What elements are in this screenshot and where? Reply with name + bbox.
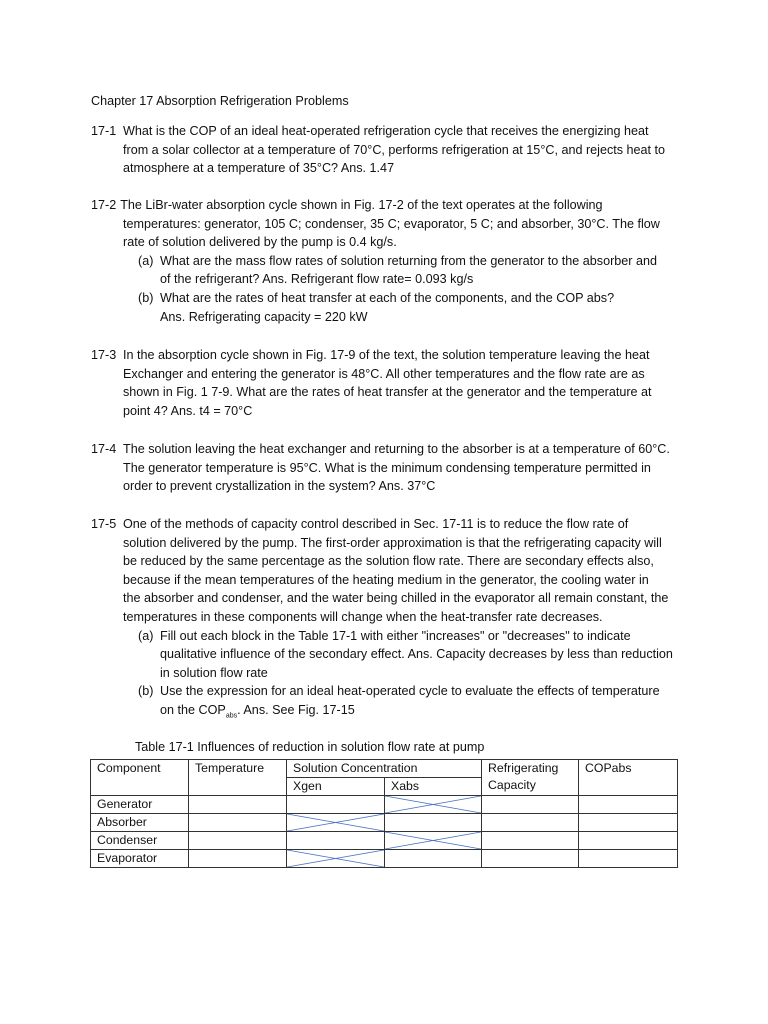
cop-text: on the COP [160,702,226,717]
sub-label: (b) [138,290,154,305]
sub-text: What are the mass flow rates of solution returning from the generator to the absorber and [160,253,658,268]
problem-text: Exchanger and entering the generator is 48°C. All other temperatures and the flow rate are as [123,366,645,381]
sub-text: What are the rates of heat transfer at each of the components, and the COP abs? [160,290,615,305]
header-temperature: Temperature [189,760,287,796]
problem-text: What is the COP of an ideal heat-operated refrigeration cycle that receives the energizing heat [123,124,649,138]
header-component: Component [91,760,189,796]
header-refrigerating-capacity [482,760,579,796]
problem-text: One of the methods of capacity control described in Sec. 17-11 is to reduce the flow rate of [123,517,629,531]
header-text: Capacity [488,778,536,792]
cross-mark-icon [385,832,481,849]
problem-text: order to prevent crystallization in the system? Ans. 37°C [123,479,436,494]
problem-text: The generator temperature is 95°C. What is the minimum condensing temperature permitted in [123,460,651,475]
row-label: Absorber [91,814,189,832]
table-row [91,850,678,868]
row-label: Condenser [91,832,189,850]
sub-label: (b) [138,684,154,699]
crossed-out-cell [287,814,385,832]
header-xgen: Xgen [287,778,385,796]
influence-table [90,759,678,868]
document-title: Chapter 17 Absorption Refrigeration Problems [91,94,349,108]
problem-number: 17-1 [91,124,117,138]
problem-text: be reduced by the same percentage as the solution flow rate. There are secondary effects also, [123,554,654,569]
sub-text: qualitative influence of the secondary effect. Ans. Capacity decreases by less than reduction [160,647,673,662]
problem-number: 17-2 [91,198,117,212]
header-xabs: Xabs [385,778,482,796]
table-cell[interactable] [579,796,678,814]
table-caption: Table 17-1 Influences of reduction in solution flow rate at pump [135,740,485,754]
problem-text: The LiBr-water absorption cycle shown in Fig. 17-2 of the text operates at the following [120,198,603,212]
header-copabs: COPabs [579,760,678,796]
problem-text: temperatures: generator, 105 C; condenser, 35 C; evaporator, 5 C; and absorber, 30°C. The flow [123,216,660,231]
cop-subscript: abs [225,712,238,720]
problem-text: shown in Fig. 1 7-9. What are the rates of heat transfer at the generator and the temperature at [123,385,652,400]
problem-text: In the absorption cycle shown in Fig. 17-9 of the text, the solution temperature leaving the heat [123,348,650,362]
row-label: Evaporator [91,850,189,868]
table-cell[interactable] [189,832,287,850]
table-cell[interactable] [287,796,385,814]
answer-text: . Ans. See Fig. 17-15 [237,702,355,717]
sub-text-last [160,701,681,726]
problem-text: temperatures in these components will change when the heat-transfer rate decreases. [123,609,603,624]
sub-label: (a) [138,628,154,643]
problem-number: 17-4 [91,442,117,456]
table-cell[interactable] [385,814,482,832]
table-cell[interactable] [189,796,287,814]
problem-17-5 [91,515,681,726]
sub-label: (a) [138,253,154,268]
problem-17-3 [91,346,681,420]
problem-text: The solution leaving the heat exchanger and returning to the absorber is at a temperature of 60°C. [123,442,670,456]
table-cell[interactable] [189,850,287,868]
table-cell[interactable] [482,832,579,850]
sub-question-a [91,252,681,289]
table-row [91,832,678,850]
problem-text: solution delivered by the pump. The first-order approximation is that the refrigerating capacity will [123,535,662,550]
sub-text: in solution flow rate [160,665,268,680]
problem-text: rate of solution delivered by the pump is 0.4 kg/s. [123,235,397,250]
sub-text: Use the expression for an ideal heat-operated cycle to evaluate the effects of temperature [160,684,660,699]
header-solution-concentration: Solution Concentration [287,760,482,778]
crossed-out-cell [287,850,385,868]
problem-number: 17-3 [91,348,117,362]
problem-17-2 [91,196,681,326]
sub-question-b [91,289,681,326]
sub-text: of the refrigerant? Ans. Refrigerant flow rate= 0.093 kg/s [160,272,474,287]
table-cell[interactable] [287,832,385,850]
table-cell[interactable] [385,850,482,868]
table-cell[interactable] [579,832,678,850]
problem-text: atmosphere at a temperature of 35°C? Ans. 1.47 [123,161,395,176]
problem-text: from a solar collector at a temperature of 70°C, performs refrigeration at 15°C, and rejects heat to [123,142,666,157]
sub-question-a [91,627,681,683]
problem-text: because if the mean temperatures of the heating medium in the generator, the cooling water in [123,572,649,587]
table-cell[interactable] [482,796,579,814]
problem-number: 17-5 [91,517,117,531]
sub-question-b [91,682,681,726]
sub-text: Fill out each block in the Table 17-1 with either "increases" or "decreases" to indicate [160,628,631,643]
row-label: Generator [91,796,189,814]
table-cell[interactable] [482,850,579,868]
problem-17-4 [91,440,681,496]
crossed-out-cell [385,796,482,814]
table-header-row [91,760,678,778]
problem-17-1 [91,122,681,178]
sub-text: Ans. Refrigerating capacity = 220 kW [160,309,368,324]
problem-text: the absorber and condenser, and the water being chilled in the evaporator all remain constant, the [123,591,669,606]
table-row [91,814,678,832]
table-cell[interactable] [579,850,678,868]
table-cell[interactable] [189,814,287,832]
cross-mark-icon [287,814,384,831]
table-row [91,796,678,814]
table-cell[interactable] [579,814,678,832]
problem-text: point 4? Ans. t4 = 70°C [123,403,253,418]
table-cell[interactable] [482,814,579,832]
header-text: Refrigerating [488,761,559,775]
cross-mark-icon [385,796,481,813]
crossed-out-cell [385,832,482,850]
cross-mark-icon [287,850,384,867]
